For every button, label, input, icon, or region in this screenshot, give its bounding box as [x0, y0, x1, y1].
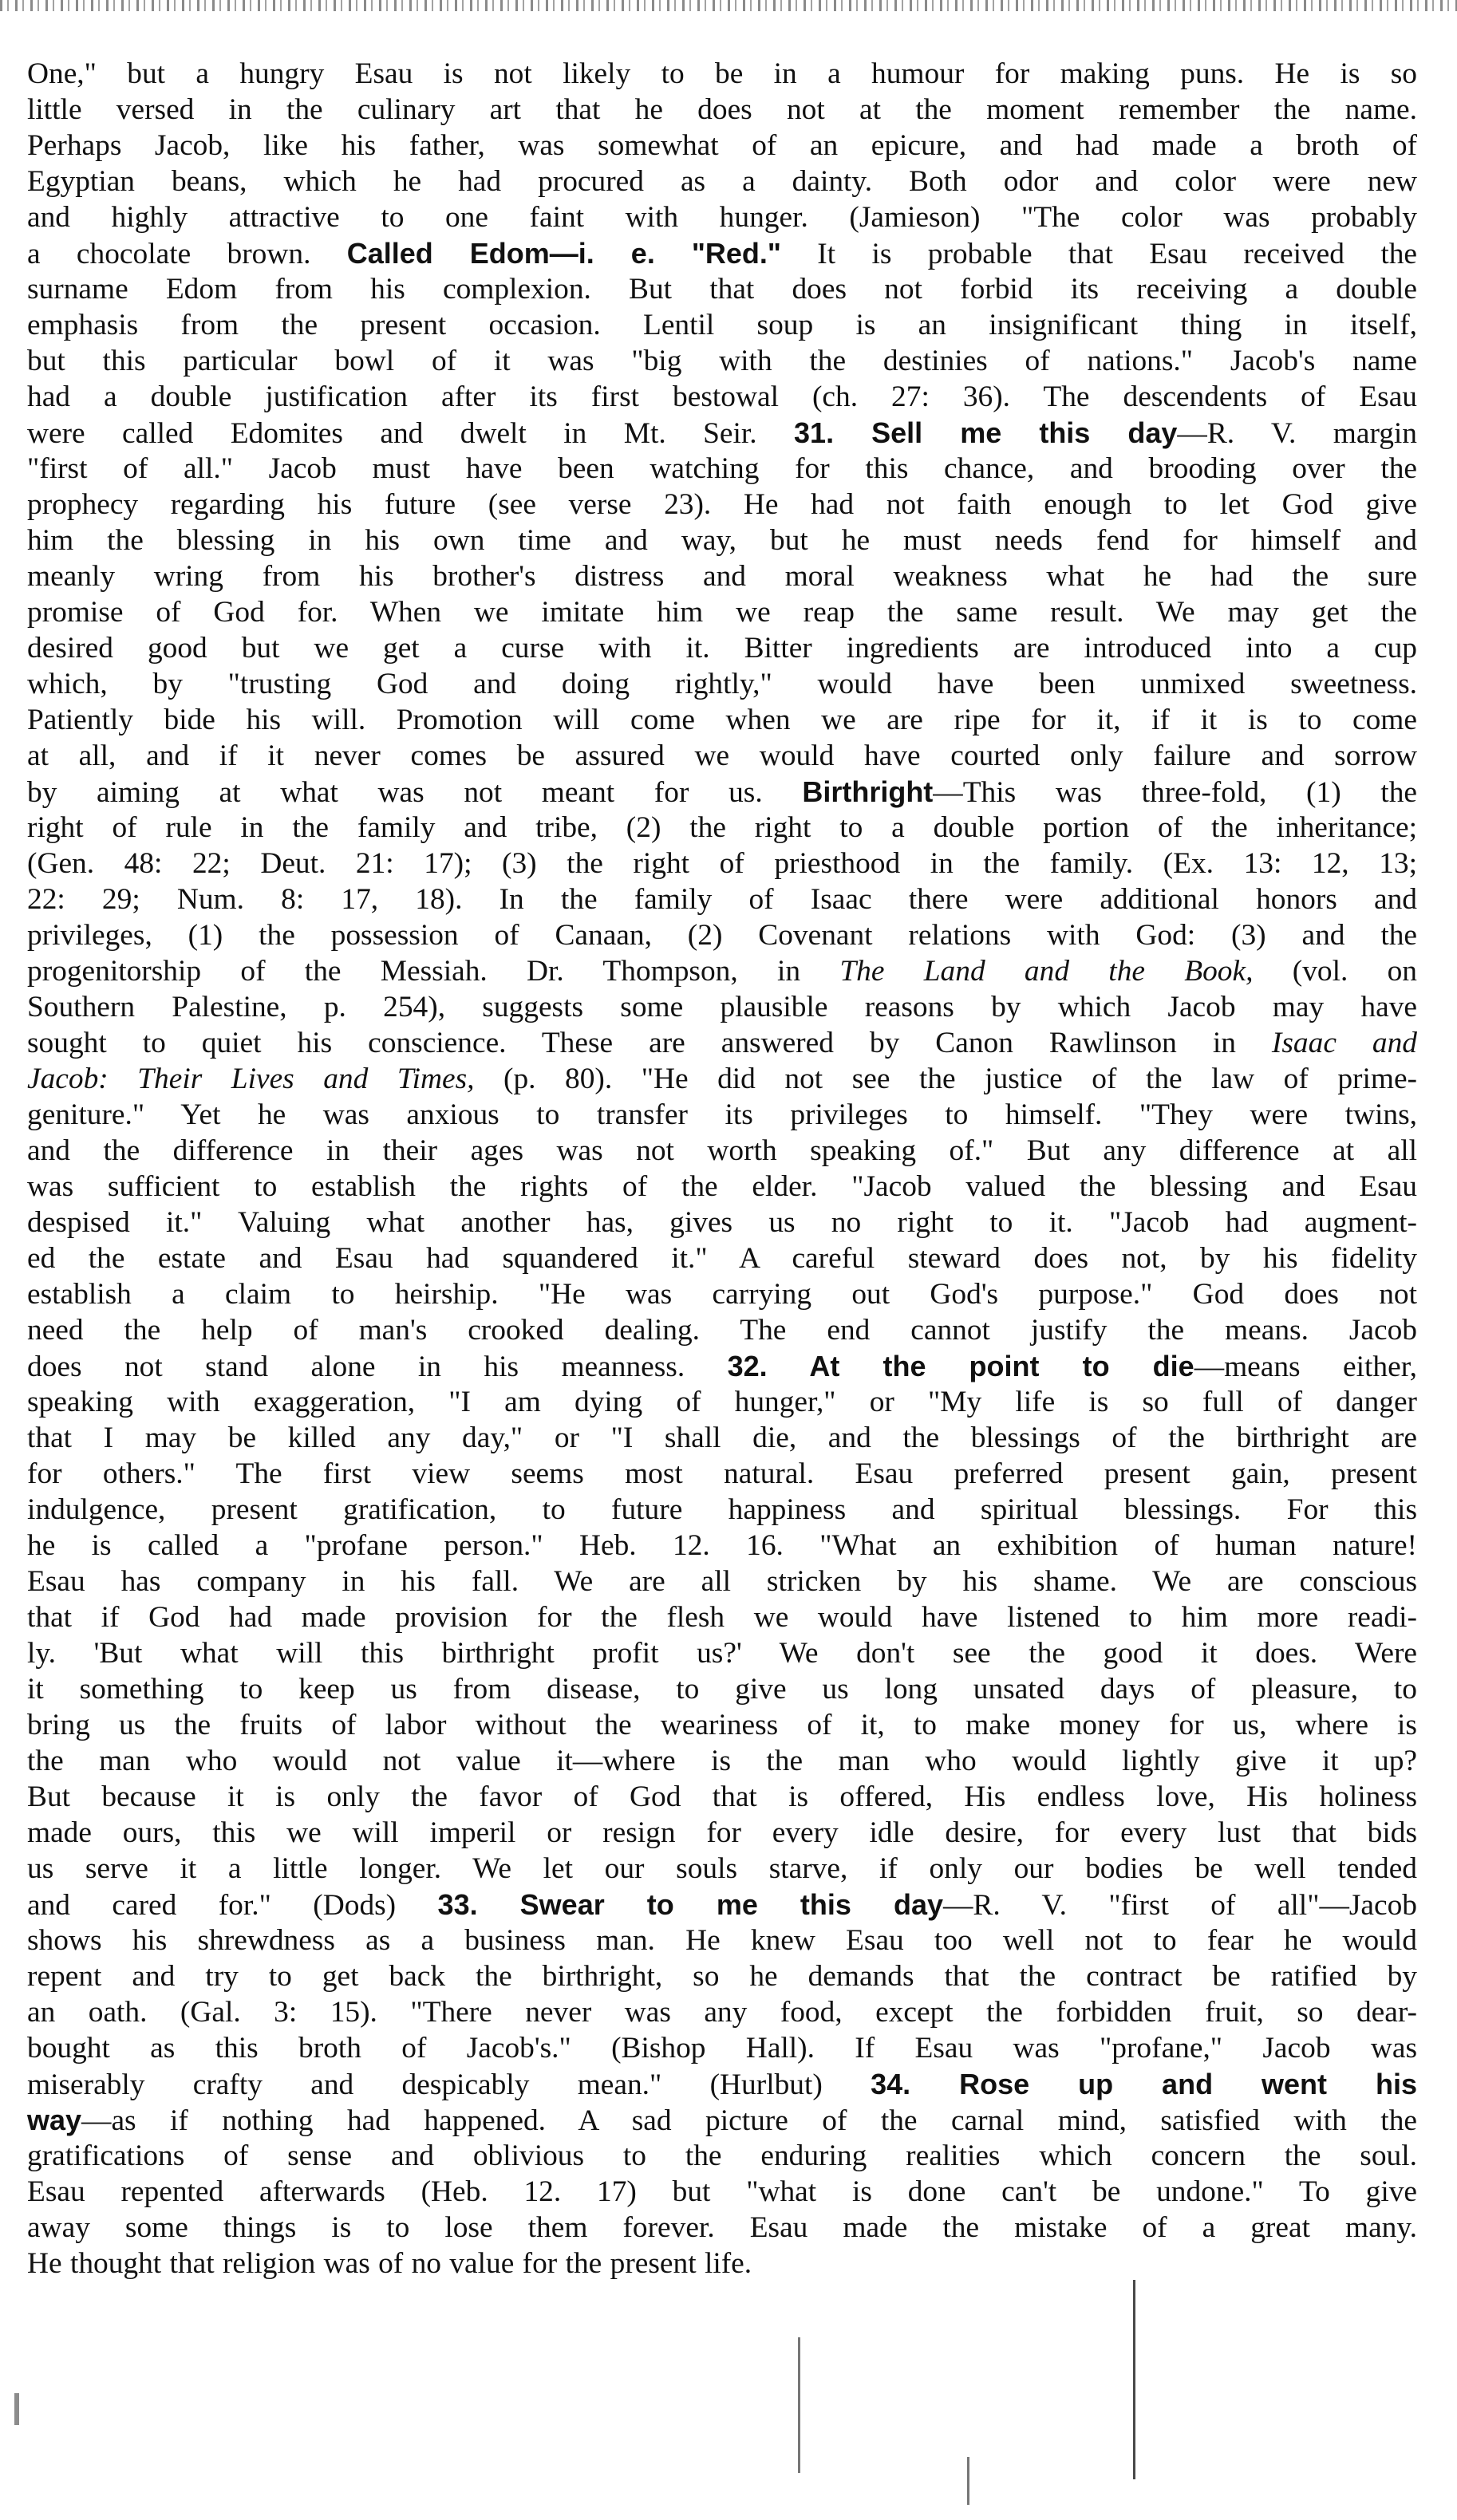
text-line — [27, 1923, 1417, 1958]
text-segment: —R. V. margin — [1177, 417, 1417, 450]
text-line — [27, 881, 1417, 917]
text-segment: desired good but we get a curse with it. Bitter ingredients are introduced into a cup — [27, 632, 1417, 665]
text-line — [27, 235, 1417, 271]
verse-heading: 31. Sell me this day — [794, 416, 1178, 449]
ink-mark — [798, 2337, 800, 2473]
text-segment: bring us the fruits of labor without the weariness of it, to make money for us, where is — [27, 1709, 1417, 1741]
text-segment: Esau repented afterwards (Heb. 12. 17) but "what is done can't be undone." To give — [27, 2175, 1417, 2208]
text-segment: sought to quiet his conscience. These are answered by Canon Rawlinson in — [27, 1027, 1272, 1059]
text-segment: —as if nothing had happened. A sad picture of the carnal mind, satisfied with the — [81, 2104, 1417, 2137]
text-segment: were called Edomites and dwelt in Mt. Seir. — [27, 417, 795, 450]
text-segment: by aiming at what was not meant for us. — [27, 776, 803, 809]
text-line — [27, 1133, 1417, 1169]
text-segment: us serve it a little longer. We let our souls starve, if only our bodies be well tended — [27, 1852, 1417, 1885]
text-line — [27, 2030, 1417, 2066]
text-line — [27, 128, 1417, 164]
text-segment: ed the estate and Esau had squandered it." A careful steward does not, by his fidelity — [27, 1242, 1417, 1275]
text-segment: But because it is only the favor of God that is offered, His endless love, His holiness — [27, 1781, 1417, 1813]
verse-heading: 33. Swear to me this day — [437, 1888, 944, 1921]
text-line — [27, 738, 1417, 774]
text-segment: miserably crafty and despicably mean." (Hurlbut) — [27, 2068, 871, 2101]
text-segment: it something to keep us from disease, to give us long unsated days of pleasure, to — [27, 1673, 1417, 1706]
text-line — [27, 594, 1417, 630]
text-line — [27, 2138, 1417, 2174]
text-segment: —This was three-fold, (1) the — [933, 776, 1417, 809]
text-segment: the man who would not value it—where is the man who would lightly give it up? — [27, 1745, 1417, 1777]
verse-heading: 32. At the point to die — [727, 1350, 1194, 1382]
text-segment: establish a claim to heirship. "He was carrying out God's purpose." God does not — [27, 1278, 1417, 1311]
text-segment: and highly attractive to one faint with hunger. (Jamieson) "The color was probably — [27, 201, 1417, 234]
text-segment: indulgence, present gratification, to future happiness and spiritual blessings. For this — [27, 1493, 1417, 1526]
text-line — [27, 1851, 1417, 1887]
text-line — [27, 1276, 1417, 1312]
text-segment: He thought that religion was of no value for the present life. — [27, 2247, 752, 2280]
text-line — [27, 271, 1417, 307]
text-line — [27, 1097, 1417, 1133]
verse-heading: way — [27, 2104, 82, 2136]
text-line — [27, 1492, 1417, 1528]
text-line — [27, 953, 1417, 989]
text-line — [27, 343, 1417, 379]
text-line — [27, 702, 1417, 738]
text-line — [27, 810, 1417, 846]
text-line — [27, 523, 1417, 558]
text-segment: a chocolate brown. — [27, 238, 347, 270]
text-segment: Egyptian beans, which he had procured as a dainty. Both odor and color were new — [27, 165, 1417, 198]
text-segment: and cared for." (Dods) — [27, 1889, 438, 1922]
text-line — [27, 415, 1417, 451]
text-line — [27, 1456, 1417, 1492]
text-segment: shows his shrewdness as a business man. He knew Esau too well not to fear he would — [27, 1924, 1417, 1957]
text-segment: right of rule in the family and tribe, (2) the right to a double portion of the inheritance; — [27, 811, 1417, 844]
text-line — [27, 917, 1417, 953]
text-segment: Southern Palestine, p. 254), suggests some plausible reasons by which Jacob may have — [27, 991, 1417, 1023]
text-line — [27, 1348, 1417, 1384]
text-segment: at all, and if it never comes be assured we would have courted only failure and sorrow — [27, 739, 1417, 772]
text-segment: 22: 29; Num. 8: 17, 18). In the family of Isaac there were additional honors and — [27, 883, 1417, 916]
text-segment: It is probable that Esau received the — [780, 238, 1417, 270]
text-segment: despised it." Valuing what another has, gives us no right to it. "Jacob had augment- — [27, 1206, 1417, 1239]
text-segment: he is called a "profane person." Heb. 12. 16. "What an exhibition of human nature! — [27, 1529, 1417, 1562]
ink-mark — [1133, 2280, 1135, 2479]
text-segment: and the difference in their ages was not worth speaking of." But any difference at all — [27, 1134, 1417, 1167]
text-line — [27, 487, 1417, 523]
text-segment: speaking with exaggeration, "I am dying of hunger," or "My life is so full of danger — [27, 1386, 1417, 1418]
text-segment: promise of God for. When we imitate him we reap the same result. We may get the — [27, 596, 1417, 629]
text-segment: gratifications of sense and oblivious to the enduring realities which concern the soul. — [27, 2139, 1417, 2172]
text-segment: him the blessing in his own time and way, but he must needs fend for himself and — [27, 524, 1417, 557]
text-segment: prophecy regarding his future (see verse 23). He had not faith enough to let God give — [27, 488, 1417, 521]
text-segment: emphasis from the present occasion. Lentil soup is an insignificant thing in itself, — [27, 309, 1417, 341]
text-line — [27, 1958, 1417, 1994]
text-line — [27, 92, 1417, 128]
text-segment: "first of all." Jacob must have been watching for this chance, and brooding over the — [27, 452, 1417, 485]
text-segment: made ours, this we will imperil or resign for every idle desire, for every lust that bids — [27, 1816, 1417, 1849]
text-line — [27, 1564, 1417, 1599]
text-segment: progenitorship of the Messiah. Dr. Thompson, in — [27, 955, 840, 988]
text-segment: One," but a hungry Esau is not likely to be in a humour for making puns. He is so — [27, 57, 1417, 90]
text-line — [27, 666, 1417, 702]
text-line — [27, 1887, 1417, 1923]
text-segment: had a double justification after its first bestowal (ch. 27: 36). The descendents of Esau — [27, 381, 1417, 413]
text-line — [27, 164, 1417, 199]
text-segment: but this particular bowl of it was "big with the destinies of nations." Jacob's name — [27, 345, 1417, 377]
text-segment: Esau has company in his fall. We are all stricken by his shame. We are conscious — [27, 1565, 1417, 1598]
book-title: Jacob: Their Lives and Times, — [27, 1063, 475, 1095]
text-line — [27, 56, 1417, 92]
text-line — [27, 1671, 1417, 1707]
text-line — [27, 989, 1417, 1025]
text-segment: which, by "trusting God and doing rightly," would have been unmixed sweetness. — [27, 668, 1417, 700]
text-line — [27, 1061, 1417, 1097]
text-line — [27, 1707, 1417, 1743]
text-line — [27, 774, 1417, 810]
text-segment: repent and try to get back the birthright, so he demands that the contract be ratified by — [27, 1960, 1417, 1993]
text-segment: Patiently bide his will. Promotion will come when we are ripe for it, if it is to come — [27, 704, 1417, 736]
text-line — [27, 1169, 1417, 1205]
text-segment: that if God had made provision for the flesh we would have listened to him more readi- — [27, 1601, 1417, 1634]
text-segment: away some things is to lose them forever. Esau made the mistake of a great many. — [27, 2211, 1417, 2244]
text-segment: does not stand alone in his meanness. — [27, 1351, 728, 1383]
text-line — [27, 1599, 1417, 1635]
text-line — [27, 1205, 1417, 1240]
text-segment: that I may be killed any day," or "I shall die, and the blessings of the birthright are — [27, 1422, 1417, 1454]
text-line — [27, 1384, 1417, 1420]
text-segment: —R. V. "first of all"—Jacob — [943, 1889, 1417, 1922]
text-segment: ly. 'But what will this birthright profit us?' We don't see the good it does. Were — [27, 1637, 1417, 1670]
text-line — [27, 2210, 1417, 2246]
text-segment: Perhaps Jacob, like his father, was somewhat of an epicure, and had made a broth of — [27, 129, 1417, 162]
text-segment: for others." The first view seems most natural. Esau preferred present gain, present — [27, 1457, 1417, 1490]
text-line — [27, 846, 1417, 881]
text-line — [27, 1025, 1417, 1061]
text-line — [27, 630, 1417, 666]
text-segment: bought as this broth of Jacob's." (Bishop Hall). If Esau was "profane," Jacob was — [27, 2032, 1417, 2065]
text-line — [27, 1420, 1417, 1456]
text-segment: surname Edom from his complexion. But that does not forbid its receiving a double — [27, 273, 1417, 306]
text-segment: an oath. (Gal. 3: 15). "There never was any food, except the forbidden fruit, so dear- — [27, 1996, 1417, 2029]
ink-mark — [14, 2393, 19, 2425]
text-segment: (vol. on — [1253, 955, 1417, 988]
verse-heading: 34. Rose up and went his — [871, 2068, 1417, 2100]
text-line — [27, 558, 1417, 594]
text-segment: (p. 80). "He did not see the justice of the law of prime- — [474, 1063, 1417, 1095]
commentary-page — [27, 56, 1417, 2281]
text-line — [27, 451, 1417, 487]
text-line — [27, 1635, 1417, 1671]
text-line — [27, 2102, 1417, 2138]
text-line — [27, 1312, 1417, 1348]
text-segment: need the help of man's crooked dealing. The end cannot justify the means. Jacob — [27, 1314, 1417, 1347]
book-title: Isaac and — [1271, 1027, 1417, 1059]
text-line — [27, 379, 1417, 415]
verse-heading: Birthright — [802, 775, 934, 808]
text-line — [27, 1815, 1417, 1851]
text-line — [27, 1779, 1417, 1815]
text-line — [27, 1994, 1417, 2030]
text-segment: privileges, (1) the possession of Canaan, (2) Covenant relations with God: (3) and the — [27, 919, 1417, 952]
text-line — [27, 1743, 1417, 1779]
text-line — [27, 1240, 1417, 1276]
text-line — [27, 307, 1417, 343]
text-line — [27, 199, 1417, 235]
text-segment: geniture." Yet he was anxious to transfer its privileges to himself. "They were twins, — [27, 1098, 1417, 1131]
text-segment: meanly wring from his brother's distress and moral weakness what he had the sure — [27, 560, 1417, 593]
book-title: The Land and the Book, — [839, 955, 1254, 988]
text-segment: —means either, — [1194, 1351, 1417, 1383]
verse-heading: Called Edom—i. e. "Red." — [346, 237, 781, 270]
text-line — [27, 2066, 1417, 2102]
text-segment: was sufficient to establish the rights of the elder. "Jacob valued the blessing and Esau — [27, 1170, 1417, 1203]
text-segment: little versed in the culinary art that he does not at the moment remember the name. — [27, 93, 1417, 126]
ink-mark — [967, 2457, 969, 2505]
text-line — [27, 1528, 1417, 1564]
text-line — [27, 2174, 1417, 2210]
scan-edge-noise — [0, 0, 1457, 11]
text-segment: (Gen. 48: 22; Deut. 21: 17); (3) the right of priesthood in the family. (Ex. 13: 12, 13; — [27, 847, 1417, 880]
text-line — [27, 2246, 1417, 2281]
